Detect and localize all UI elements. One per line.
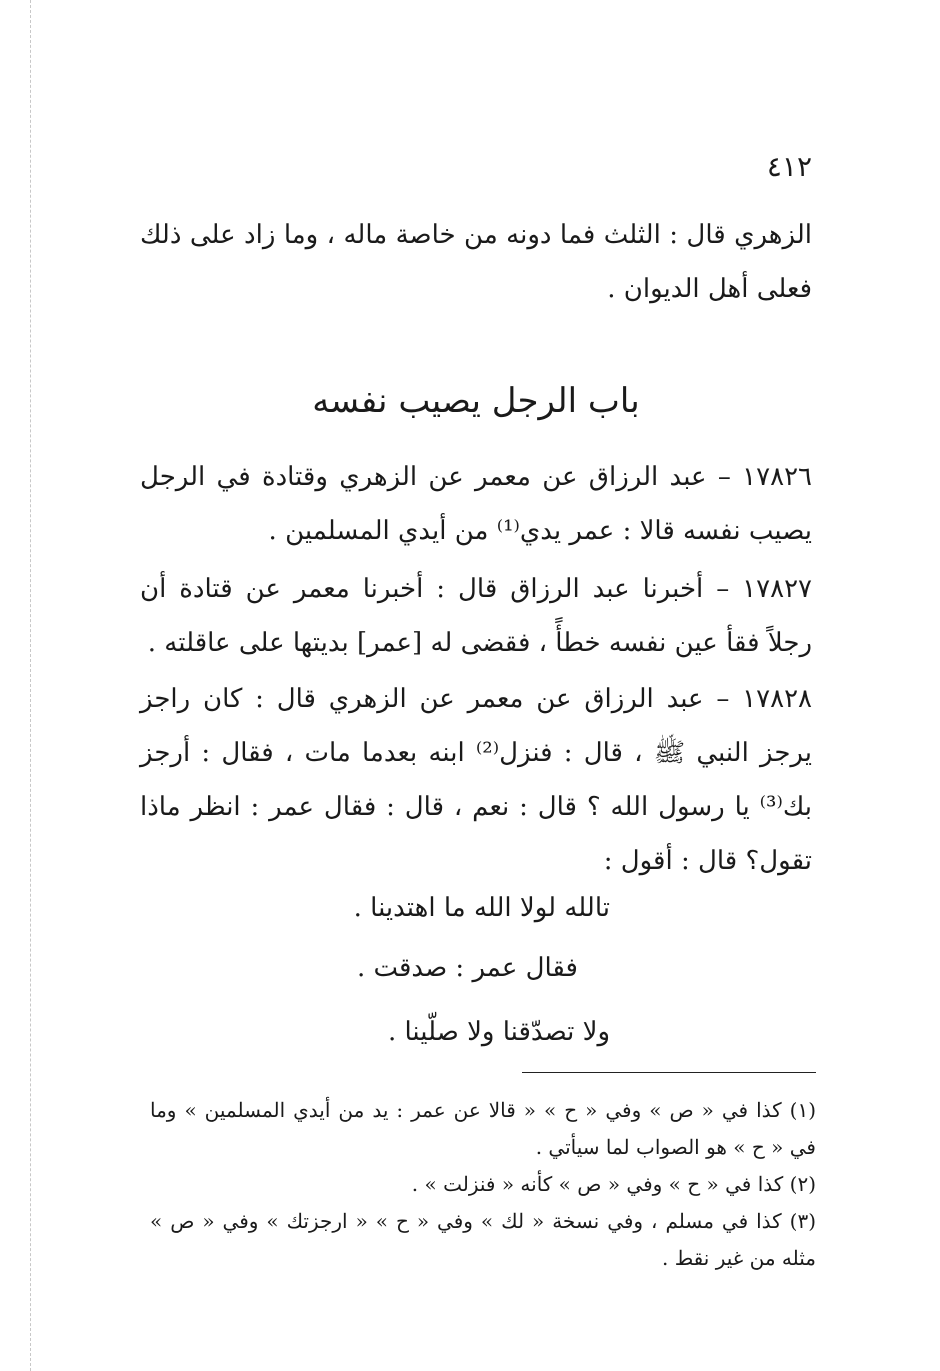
chapter-title: باب الرجل يصيب نفسه bbox=[312, 381, 640, 421]
entry-17826 bbox=[140, 450, 812, 558]
continuation-text: الزهري قال : الثلث فما دونه من خاصة ماله ، وما زاد على ذلك فعلى أهل الديوان . bbox=[140, 220, 812, 304]
footnote: (٣) كذا في مسلم ، وفي نسخة « لك » وفي « ح » « ارجزتك » وفي « ص » مثله من غير نقط . bbox=[150, 1209, 816, 1270]
continuation-paragraph bbox=[140, 208, 812, 316]
entry-text: ١٧٨٢٦ – عبد الرزاق عن معمر عن الزهري وقتادة في الرجل يصيب نفسه قالا : عمر يدي⁽¹⁾ من أيدي المسلمين . bbox=[140, 462, 812, 546]
poem-line: فقال عمر : صدقت . bbox=[356, 953, 578, 983]
footnote: (١) كذا في « ص » وفي « ح » « قالا عن عمر : يد من أيدي المسلمين » وما في « ح » هو الصواب لما سيأتي . bbox=[150, 1098, 816, 1159]
poem-line: ولا تصدّقنا ولا صلّينا . bbox=[387, 1017, 610, 1047]
entry-17828 bbox=[140, 672, 812, 888]
page-number: ٤١٢ bbox=[766, 150, 812, 183]
entry-17827 bbox=[140, 562, 812, 670]
page-edge-line bbox=[30, 0, 31, 1371]
entry-text: ١٧٨٢٧ – أخبرنا عبد الرزاق قال : أخبرنا معمر عن قتادة أن رجلاً فقأ عين نفسه خطأً ، فقضى له [عمر] بديتها على عاقلته . bbox=[140, 574, 812, 658]
footnote: (٢) كذا في « ح » وفي « ص » كأنه « فنزلت » . bbox=[411, 1172, 816, 1196]
footnotes bbox=[150, 1092, 816, 1277]
footnote-divider bbox=[522, 1072, 816, 1073]
entry-text: ١٧٨٢٨ – عبد الرزاق عن معمر عن الزهري قال : كان راجز يرجز النبي ﷺ ، قال : فنزل⁽²⁾ ابنه بعدما مات ، فقال : أرجز بك⁽³⁾ يا رسول الله ؟ قال : نعم ، قال : فقال عمر : انظر ماذا تقول؟ قال : أقول : bbox=[140, 684, 813, 876]
poem-line: تالله لولا الله ما اهتدينا . bbox=[353, 893, 610, 923]
